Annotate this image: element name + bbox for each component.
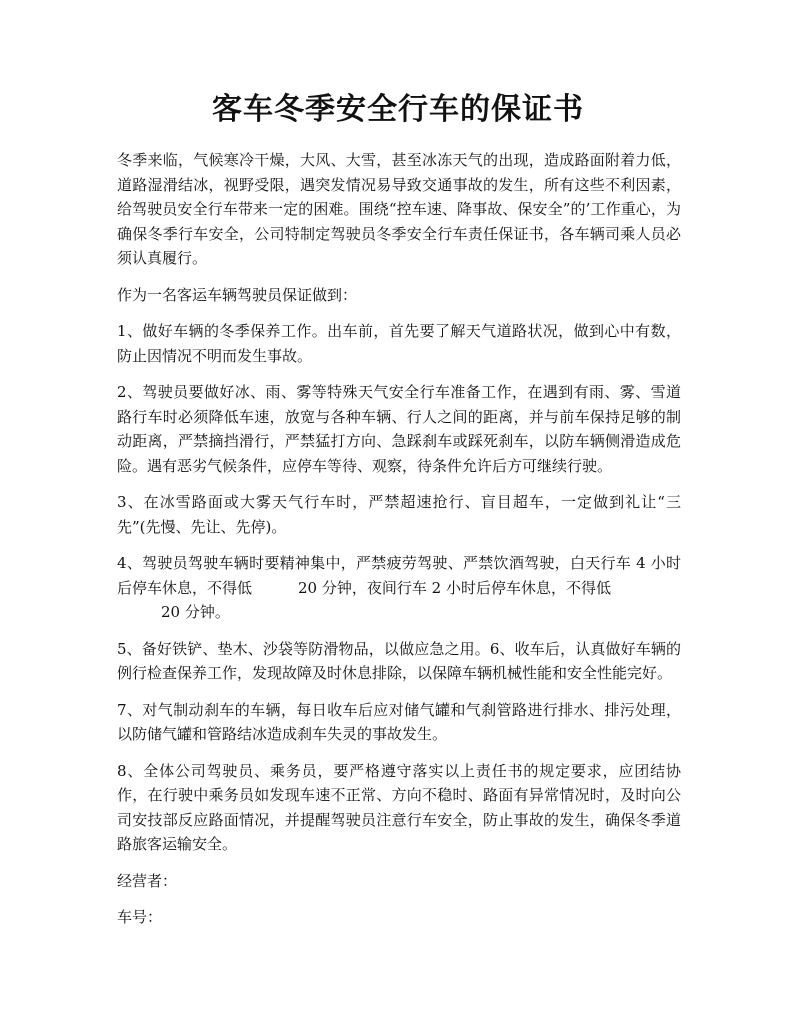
item-7-paragraph: 7、对气制动刹车的车辆，每日收车后应对储气罐和气刹管路进行排水、排污处理，以防储气罐和管路结冰造成刹车失灵的事故发生。 [117,700,681,743]
item-1-paragraph: 1、做好车辆的冬季保养工作。出车前，首先要了解天气道路状况，做到心中有数，防止因情况不明而发生事故。 [117,322,681,365]
document-title: 客车冬季安全行车的保证书 [212,92,584,127]
lead-paragraph: 作为一名客运车辆驾驶员保证做到： [117,285,358,304]
item-4-text-part3: 20 分钟。 [161,603,230,621]
operator-label: 经营者： [117,871,178,890]
item-3-paragraph: 3、在冰雪路面或大雾天气行车时，严禁超速抢行、盲目超车，一定做到礼让“三先”(先慢、先让、先停)。 [117,493,681,536]
item-4-text-part2: 20 分钟，夜间行车 2 小时后停车休息，不得低 [298,578,611,597]
document-body [117,148,681,942]
item-8-paragraph: 8、全体公司驾驶员、乘务员，要严格遵守落实以上责任书的规定要求，应团结协作，在行驶中乘务员如发现车速不正常、方向不稳时、路面有异常情况时，及时向公司安技部反应路面情况，并提醒驾驶员注意行车安全，防止事故的发生，确保冬季道路旅客运输安全。 [117,761,681,853]
intro-paragraph: 冬季来临，气候寒冷干燥，大风、大雪，甚至冰冻天气的出现，造成路面附着力低，道路湿滑结冰，视野受限，遇突发情况易导致交通事故的发生，所有这些不利因素，给驾驶员安全行车带来一定的困难。围绕“控车速、降事故、保安全”的’工作重心，为确保冬季行车安全，公司特制定驾驶员冬季安全行车责任保证书，各车辆司乘人员必须认真履行。 [117,151,681,267]
item-4-text-part1: 4、驾驶员驾驶车辆时要精神集中，严禁疲劳驾驶、严禁饮酒驾驶，白天行车 4 小时后停车休息，不得低 [117,554,681,597]
item-2-paragraph: 2、驾驶员要做好冰、雨、雾等特殊天气安全行车准备工作，在遇到有雨、雾、雪道路行车时必须降低车速，放宽与各种车辆、行人之间的距离，并与前车保持足够的制动距离，严禁摘挡滑行，严禁猛打方向、急踩刹车或踩死刹车，以防车辆侧滑造成危险。遇有恶劣气候条件，应停车等待、观察，待条件允许后方可继续行驶。 [117,383,681,475]
item-5-paragraph: 5、备好铁铲、垫木、沙袋等防滑物品，以做应急之用。6、收车后，认真做好车辆的例行检查保养工作，发现故障及时休息排除，以保障车辆机械性能和安全性能完好。 [117,639,681,682]
item-4-paragraph [117,551,681,625]
plate-label: 车号： [117,908,163,926]
